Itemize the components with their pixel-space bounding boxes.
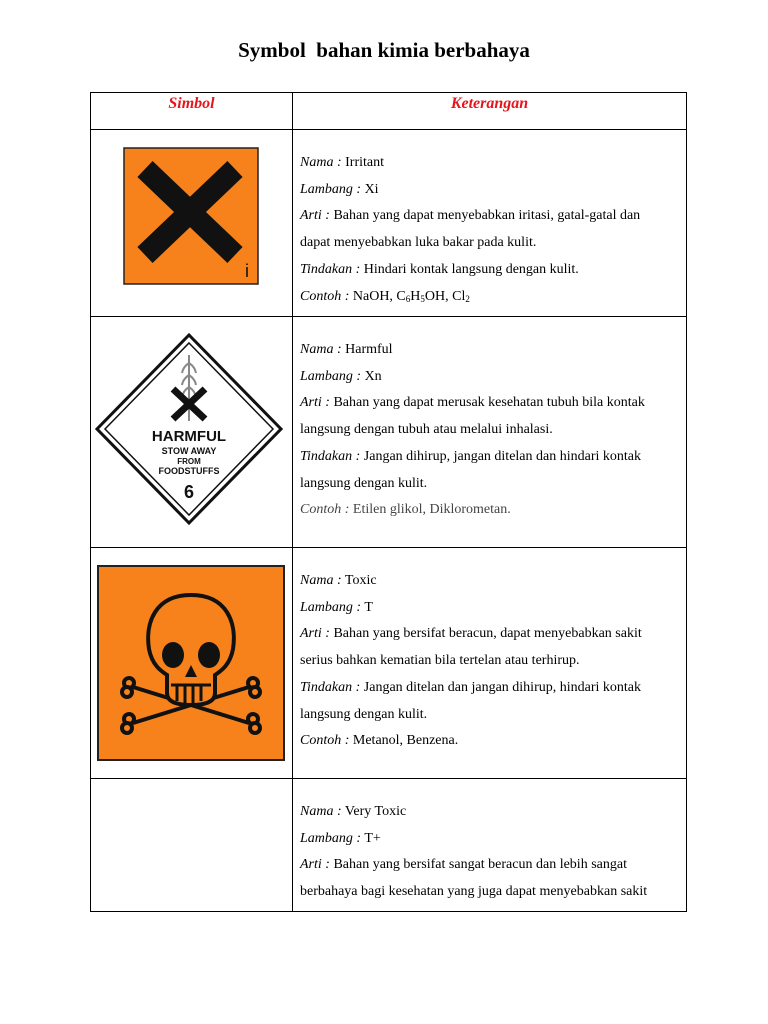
page-title: Symbol bahan kimia berbahaya [238,38,530,62]
arti-line-2: berbahaya bagi kesehatan yang juga dapat menyebabkan sakit [300,884,648,900]
lambang-line: Lambang : T [300,599,373,615]
irritant-letter: i [245,261,249,281]
lambang-line: Lambang : T+ [300,830,381,846]
description-cell [293,317,687,548]
arti-line: Arti : Bahan yang dapat menyebabkan iritasi, gatal-gatal dan [300,208,641,224]
header-symbol: Simbol [91,93,293,130]
contoh-line: Contoh : Etilen glikol, Diklorometan. [300,502,511,518]
stow-away-label: STOW AWAY [161,446,217,456]
lambang-line: Lambang : Xi [300,181,379,197]
table-row [91,548,687,779]
symbol-cell [91,779,293,912]
table-row [91,130,687,317]
harmful-diamond-icon [95,333,283,525]
header-description: Keterangan [293,93,687,130]
nama-line: Nama : Harmful [300,342,393,357]
tindakan-line-2: langsung dengan kulit. [300,475,428,491]
nama-line: Nama : Very Toxic [300,804,407,819]
nama-line: Nama : Toxic [300,573,377,588]
contoh-line: Contoh : Metanol, Benzena. [300,733,459,749]
symbol-cell [91,317,293,548]
irritant-icon [123,147,259,285]
table-row [91,779,687,912]
arti-line: Arti : Bahan yang bersifat sangat beracun dan lebih sangat [300,857,627,873]
contoh-line: Contoh : NaOH, $C_6H_5OH$, $Cl_2$ [300,288,470,304]
tindakan-line: Tindakan : Hindari kontak langsung dengan kulit. [300,261,579,277]
lambang-line: Lambang : Xn [300,368,382,384]
harmful-label: HARMFUL [151,428,227,445]
from-label: FROM [177,457,201,466]
description-cell [293,548,687,779]
hazard-symbol-table [90,92,687,912]
toxic-skull-icon [97,565,285,761]
foodstuffs-label: FOODSTUFFS [158,466,220,476]
arti-line: Arti : Bahan yang dapat merusak kesehatan tubuh bila kontak [300,395,645,411]
table-row [91,317,687,548]
arti-line-2: langsung dengan tubuh atau melalui inhalasi. [300,422,553,438]
tindakan-line: Tindakan : Jangan dihirup, jangan ditelan dan hindari kontak [300,448,641,464]
arti-line-2: serius bahkan kematian bila tertelan atau terhirup. [300,653,580,669]
tindakan-line-2: langsung dengan kulit. [300,706,428,722]
symbol-cell [91,548,293,779]
arti-line: Arti : Bahan yang bersifat beracun, dapat menyebabkan sakit [300,626,642,642]
arti-line-2: dapat menyebabkan luka bakar pada kulit. [300,235,537,251]
class-number: 6 [183,482,195,502]
table-header-row [91,93,687,130]
description-cell [293,779,687,912]
symbol-cell [91,130,293,317]
nama-line: Nama : Irritant [300,155,384,170]
tindakan-line: Tindakan : Jangan ditelan dan jangan dihirup, hindari kontak [300,679,641,695]
description-cell [293,130,687,317]
